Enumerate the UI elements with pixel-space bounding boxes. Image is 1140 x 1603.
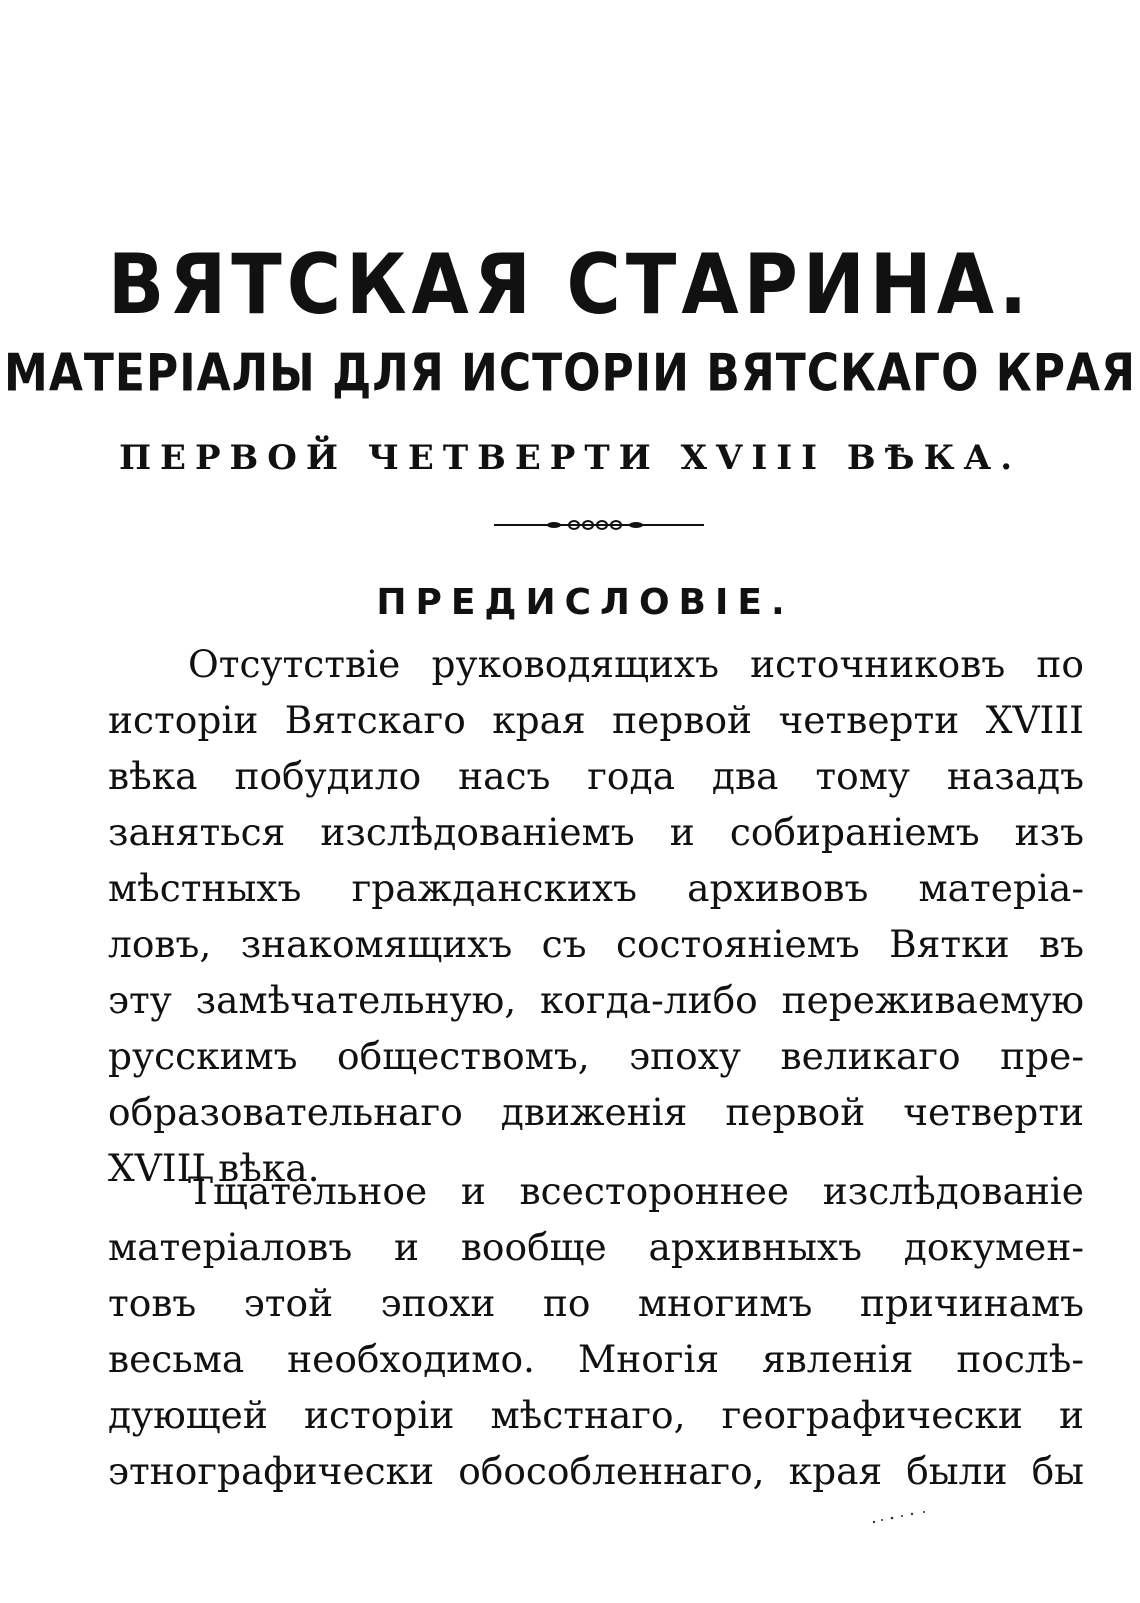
text-line: весьма необходимо. Многія явленія послѣ- [108, 1337, 1084, 1381]
preface-heading: ПРЕДИСЛОВІЕ. [376, 582, 794, 623]
text-line: XVIII вѣка. [108, 1146, 320, 1190]
document-title: ВЯТСКАЯ СТАРИНА. [107, 236, 1033, 334]
print-specks [868, 1508, 938, 1528]
text-line: русскимъ обществомъ, эпоху великаго пре- [108, 1034, 1084, 1078]
text-line: Тщательное и всестороннее изслѣдованіе [188, 1169, 1084, 1213]
paragraph-2 [108, 1163, 1084, 1499]
text-line: эту замѣчательную, когда-либо переживаемую [108, 978, 1084, 1022]
text-line: исторіи Вятскаго края первой четверти XVIII [108, 698, 1084, 742]
document-subtitle: МАТЕРІАЛЫ ДЛЯ ИСТОРІИ ВЯТСКАГО КРАЯ [4, 343, 1136, 404]
text-line: товъ этой эпохи по многимъ причинамъ [108, 1281, 1084, 1325]
text-line: матеріаловъ и вообще архивныхъ докумен- [108, 1225, 1084, 1269]
document-subtitle-period: ПЕРВОЙ ЧЕТВЕРТИ XVIII ВѢКА. [118, 438, 1022, 478]
ornament-divider [494, 517, 704, 533]
text-line: ловъ, знакомящихъ съ состояніемъ Вятки въ [108, 922, 1084, 966]
text-line: этнографически обособленнаго, края были бы [108, 1449, 1084, 1493]
text-line: вѣка побудило насъ года два тому назадъ [108, 754, 1084, 798]
paragraph-1 [108, 636, 1084, 1196]
text-line: дующей исторіи мѣстнаго, географически и [108, 1393, 1084, 1437]
text-line: мѣстныхъ гражданскихъ архивовъ матеріа- [108, 866, 1084, 910]
text-line: заняться изслѣдованіемъ и собираніемъ изъ [108, 810, 1084, 854]
text-line: образовательнаго движенія первой четверти [108, 1090, 1084, 1134]
text-line: Отсутствіе руководящихъ источниковъ по [188, 642, 1084, 686]
